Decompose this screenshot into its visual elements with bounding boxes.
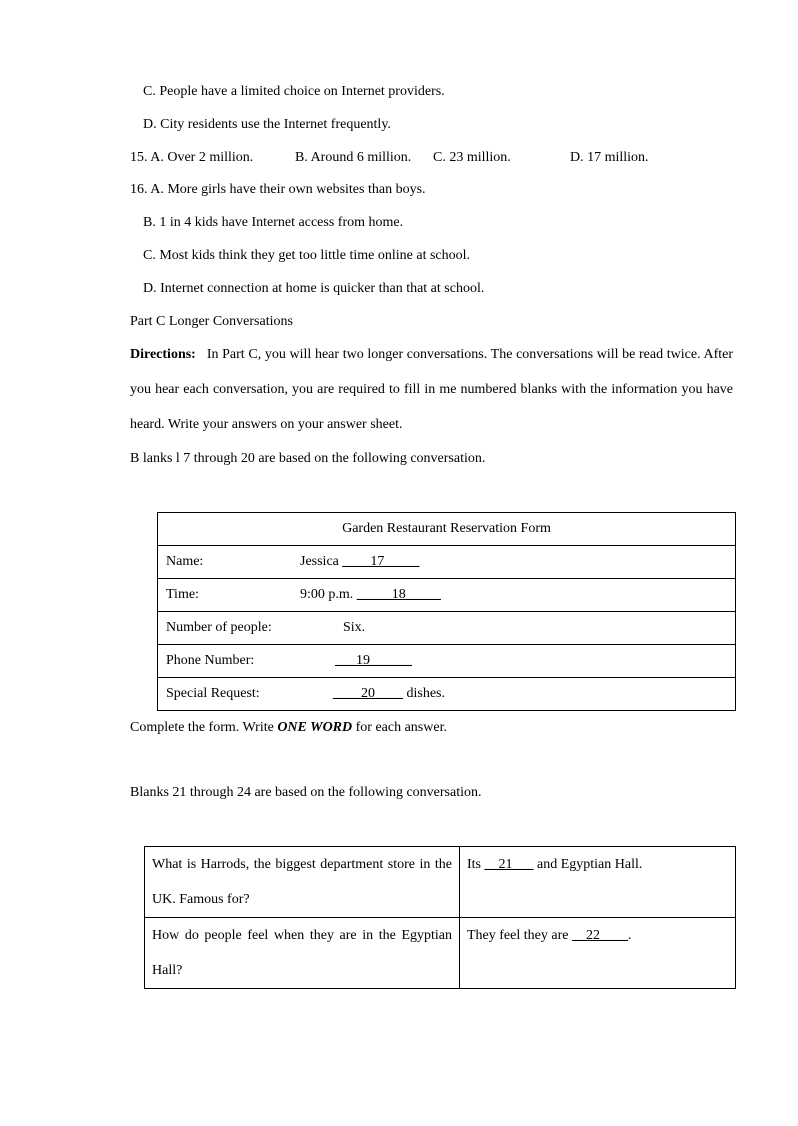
form-row-special [158, 678, 736, 711]
table-row [145, 847, 736, 918]
form-value [292, 612, 736, 645]
blanks-17-20-intro: B lanks l 7 through 20 are based on the following conversation. [130, 451, 486, 466]
blank-21: __21___ [484, 857, 534, 872]
option-16-b: B. 1 in 4 kids have Internet access from home. [143, 215, 404, 230]
option-15-c: C. 23 million. [433, 150, 511, 165]
part-c-heading: Part C Longer Conversations [130, 314, 293, 329]
form-value-suffix: dishes. [403, 686, 445, 701]
directions-text: In Part C, you will hear two longer conversations. The conversations will be read twice. After you hear each conversation, you are required to fill in me numbered blanks with the information you have heard. Write your answers on your answer sheet. [130, 347, 734, 432]
reservation-form-table [157, 512, 736, 711]
blank-22: __22____ [571, 928, 628, 943]
instruction-emphasis: ONE WORD [277, 720, 353, 735]
form-row-phone [158, 645, 736, 678]
form-label: Number of people: [158, 612, 293, 645]
form-value [292, 645, 736, 678]
form-label: Time: [158, 579, 293, 612]
option-16-a: 16. A. More girls have their own websites than boys. [130, 182, 426, 197]
form-row-people [158, 612, 736, 645]
question-cell: What is Harrods, the biggest department store in the UK. Famous for? [145, 847, 460, 918]
answer-post: and Egyptian Hall. [533, 857, 643, 872]
form-title: Garden Restaurant Reservation Form [158, 513, 736, 546]
blank-18: _____18_____ [356, 587, 441, 602]
form-value-prefix: 9:00 p.m. [300, 587, 357, 602]
form-label: Name: [158, 546, 293, 579]
option-15-d: D. 17 million. [570, 150, 649, 165]
form-row-time [158, 579, 736, 612]
form-value-prefix: Six. [343, 620, 366, 635]
form-instruction [130, 720, 447, 736]
instruction-post: for each answer. [352, 720, 447, 735]
option-15-b: B. Around 6 million. [295, 150, 412, 165]
directions-label: Directions: [130, 347, 196, 362]
answer-pre: They feel they are [467, 928, 572, 943]
table-row [145, 918, 736, 989]
option-16-c: C. Most kids think they get too little time online at school. [143, 248, 471, 263]
form-label: Special Request: [158, 678, 293, 711]
harrods-table [144, 846, 736, 989]
form-row-name [158, 546, 736, 579]
option-14-c: C. People have a limited choice on Internet providers. [143, 84, 445, 99]
option-15-a: 15. A. Over 2 million. [130, 150, 254, 165]
directions-paragraph [130, 337, 733, 442]
blank-20: ____20____ [333, 686, 403, 701]
form-label: Phone Number: [158, 645, 293, 678]
form-value [292, 546, 736, 579]
option-16-d: D. Internet connection at home is quicker than that at school. [143, 281, 485, 296]
answer-cell [460, 847, 736, 918]
form-value [292, 579, 736, 612]
answer-pre: Its [467, 857, 485, 872]
blanks-21-24-intro: Blanks 21 through 24 are based on the following conversation. [130, 785, 482, 800]
form-value [292, 678, 736, 711]
option-14-d: D. City residents use the Internet frequently. [143, 117, 391, 132]
form-value-prefix: Jessica [300, 554, 343, 569]
instruction-pre: Complete the form. Write [130, 720, 278, 735]
blank-19: ___19______ [335, 653, 412, 668]
answer-post: . [627, 928, 632, 943]
blank-17: ____17_____ [342, 554, 420, 569]
answer-cell [460, 918, 736, 989]
question-cell: How do people feel when they are in the Egyptian Hall? [145, 918, 460, 989]
